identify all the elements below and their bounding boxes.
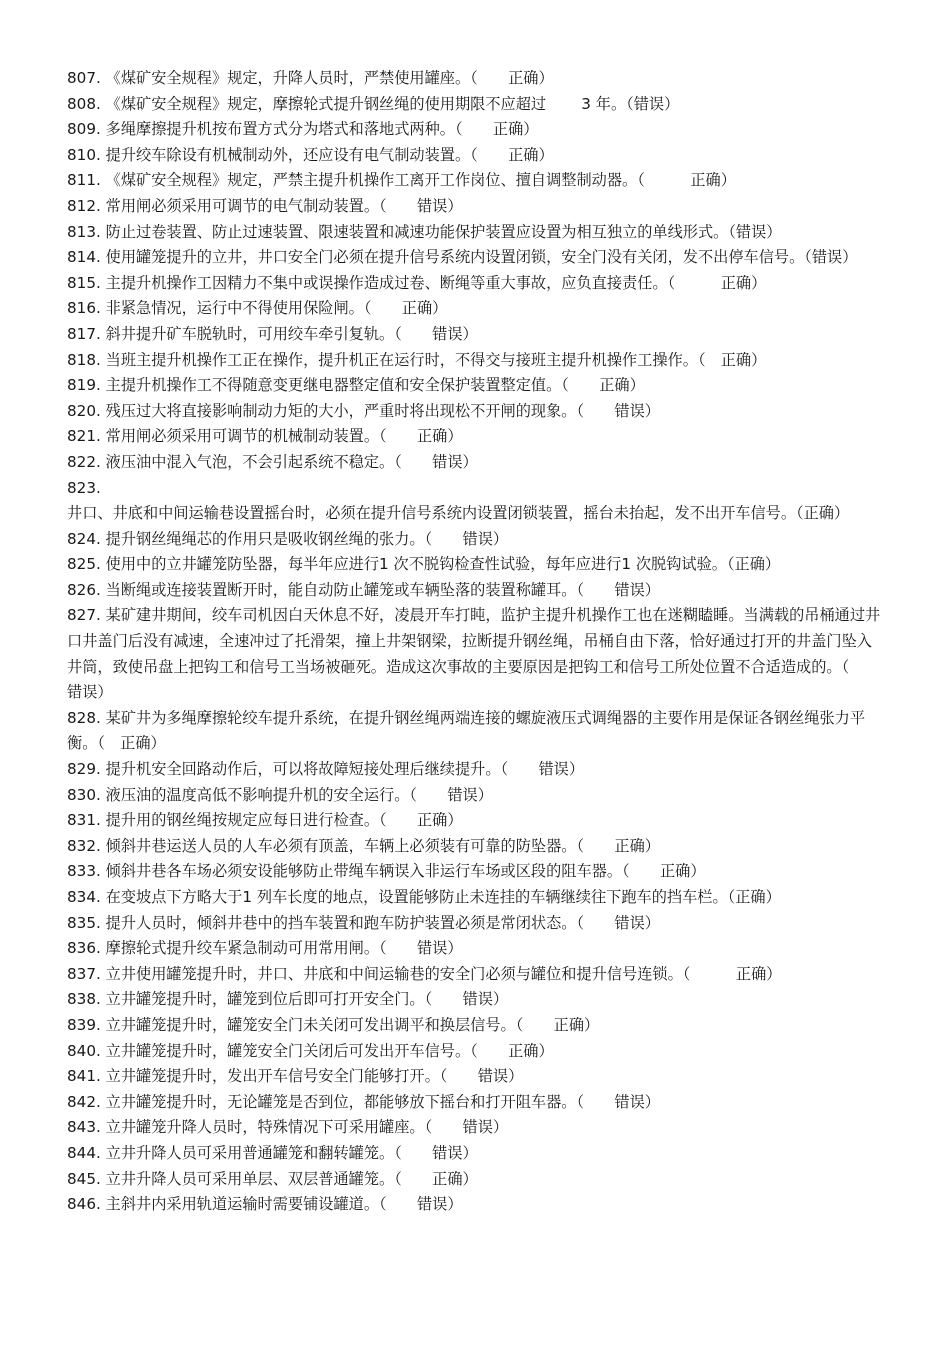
question-text: 主提升机操作工因精力不集中或误操作造成过卷、断绳等重大事故，应负直接责任。（ 正确） [105,273,767,292]
question-number: 835. [67,913,101,932]
question-number: 821. [67,427,101,446]
question-number: 807. [67,69,101,87]
question-number: 820. [67,401,101,420]
question-text: 立井罐笼提升时，无论罐笼是否到位，都能够放下摇台和打开阻车器。（ 错误） [105,1092,660,1111]
question-number: 809. [67,120,101,139]
question-number: 834. [67,888,101,906]
question-text: 主斜井内采用轨道运输时需要铺设罐道。（ 错误） [105,1195,463,1214]
question-text: 提升人员时，倾斜井巷中的挡车装置和跑车防护装置必须是常闭状态。（ 错误） [105,913,660,932]
question-number: 822. [67,452,101,471]
question-item [67,245,887,271]
question-item [67,603,887,705]
question-item [67,962,887,988]
question-item [67,885,887,911]
question-item [67,987,887,1013]
question-number: 827. [67,606,101,625]
question-number: 832. [67,836,101,855]
question-number: 842. [67,1092,101,1111]
question-item [67,1039,887,1065]
question-item [67,220,887,246]
question-item [67,808,887,834]
question-text: 使用罐笼提升的立井，井口安全门必须在提升信号系统内设置闭锁，安全门没有关闭，发不出停车信号。（错误） [105,248,858,267]
question-text: 《煤矿安全规程》规定，严禁主提升机操作工离开工作岗位、擅自调整制动器。（ 正确） [105,171,736,190]
question-text: 倾斜井巷各车场必须安设能够防止带绳车辆误入非运行车场或区段的阻车器。（ 正确） [105,862,706,881]
question-item [67,296,887,322]
question-item [67,911,887,937]
question-number: 813. [67,222,101,241]
question-item [67,348,887,374]
question-number: 839. [67,1015,101,1034]
question-text: 《煤矿安全规程》规定，摩擦轮式提升钢丝绳的使用期限不应超过 3 年。（错误） [105,94,680,113]
question-item [67,271,887,297]
question-text: 常用闸必须采用可调节的电气制动装置。（ 错误） [105,196,463,215]
question-number: 843. [67,1118,101,1137]
question-text: 立井罐笼提升时，发出开车信号安全门能够打开。（ 错误） [105,1067,524,1086]
question-item [67,1013,887,1039]
question-number: 826. [67,580,101,599]
question-text: 立井罐笼提升时，罐笼安全门未关闭可发出调平和换层信号。（ 正确） [105,1015,600,1034]
question-text: 摩擦轮式提升绞车紧急制动可用常用闸。（ 错误） [105,939,463,958]
question-text: 防止过卷装置、防止过速装置、限速装置和减速功能保护装置应设置为相互独立的单线形式。（错误） [105,222,782,241]
question-item [67,1167,887,1193]
question-number: 831. [67,811,101,830]
question-text: 常用闸必须采用可调节的机械制动装置。（ 正确） [105,427,463,446]
question-number: 816. [67,299,101,318]
question-number: 829. [67,760,101,779]
question-number: 845. [67,1169,101,1188]
question-item [67,859,887,885]
question-text: 立井罐笼升降人员时，特殊情况下可采用罐座。（ 错误） [105,1118,509,1137]
question-text: 液压油的温度高低不影响提升机的安全运行。（ 错误） [105,785,493,804]
question-item [67,757,887,783]
question-item [67,1115,887,1141]
question-number: 830. [67,785,101,804]
question-item [67,552,887,578]
question-number: 833. [67,862,101,881]
question-number: 818. [67,350,101,369]
question-text: 当断绳或连接装置断开时，能自动防止罐笼或车辆坠落的装置称罐耳。（ 错误） [105,580,660,599]
question-text: 提升用的钢丝绳按规定应每日进行检查。（ 正确） [105,811,463,830]
question-number: 810. [67,145,101,164]
question-number: 837. [67,964,101,983]
question-number: 819. [67,376,101,395]
question-item [67,527,887,553]
question-text: 倾斜井巷运送人员的人车必须有顶盖，车辆上必须装有可靠的防坠器。（ 正确） [105,836,660,855]
question-item [67,424,887,450]
question-text: 某矿井为多绳摩擦轮绞车提升系统，在提升钢丝绳两端连接的螺旋液压式调绳器的主要作用是保证各钢丝绳张力平衡。（ 正确） [67,708,866,753]
question-item [67,373,887,399]
question-item [67,783,887,809]
question-item [67,194,887,220]
question-item [67,168,887,194]
question-number: 824. [67,529,101,548]
question-item [67,399,887,425]
question-item [67,706,887,757]
question-number: 846. [67,1195,101,1214]
question-number: 841. [67,1067,101,1086]
question-text: 提升钢丝绳绳芯的作用只是吸收钢丝绳的张力。（ 错误） [105,529,509,548]
question-text: 提升机安全回路动作后，可以将故障短接处理后继续提升。（ 错误） [105,760,585,779]
question-text: 斜井提升矿车脱轨时，可用绞车牵引复轨。（ 错误） [105,324,478,343]
question-number: 838. [67,990,101,1009]
question-text: 立井罐笼提升时，罐笼到位后即可打开安全门。（ 错误） [105,990,509,1009]
question-text: 多绳摩擦提升机按布置方式分为塔式和落地式两种。（ 正确） [105,120,539,139]
question-item [67,834,887,860]
question-number: 823. [67,478,101,497]
question-item [67,117,887,143]
question-text: 《煤矿安全规程》规定，升降人员时，严禁使用罐座。（ 正确） [105,69,554,87]
question-text: 非紧急情况，运行中不得使用保险闸。（ 正确） [105,299,448,318]
question-item [67,66,887,92]
question-text: 残压过大将直接影响制动力矩的大小，严重时将出现松不开闸的现象。（ 错误） [105,401,660,420]
question-text: 使用中的立井罐笼防坠器，每半年应进行1 次不脱钩检查性试验，每年应进行1 次脱钩试验。（正确） [105,555,781,574]
question-number: 817. [67,324,101,343]
question-text: 井口、井底和中间运输巷设置摇台时，必须在提升信号系统内设置闭锁装置，摇台未抬起，发不出开车信号。（正确） [67,504,850,523]
question-text: 当班主提升机操作工正在操作，提升机正在运行时，不得交与接班主提升机操作工操作。（ 正确） [105,350,767,369]
question-number: 808. [67,94,101,113]
question-item [67,1141,887,1167]
question-number: 825. [67,555,101,574]
question-text: 立井升降人员可采用单层、双层普通罐笼。（ 正确） [105,1169,478,1188]
question-number: 814. [67,248,101,267]
question-item [67,450,887,476]
question-item [67,1192,887,1218]
question-number: 828. [67,708,101,727]
question-number: 811. [67,171,101,190]
question-list [67,66,887,1218]
question-item [67,92,887,118]
question-text: 某矿建井期间，绞车司机因白天休息不好，凌晨开车打盹，监护主提升机操作工也在迷糊瞌睡。当满载的吊桶通过井口井盖门后没有减速，全速冲过了托滑架，撞上井架钢梁，拉断提升钢丝绳，吊桶自由下落，恰好通过打开的井盖门坠入井筒，致使吊盘上把钩工和信号工当场被砸死。造成这次事故的主要原因是把钩工和信号工所处位置不合适造成的。（ 错误） [67,606,881,702]
question-item [67,578,887,604]
question-number: 815. [67,273,101,292]
question-text: 提升绞车除设有机械制动外，还应设有电气制动装置。（ 正确） [105,145,554,164]
question-text: 液压油中混入气泡，不会引起系统不稳定。（ 错误） [105,452,478,471]
question-text: 主提升机操作工不得随意变更继电器整定值和安全保护装置整定值。（ 正确） [105,376,645,395]
question-number: 836. [67,939,101,958]
question-item [67,936,887,962]
question-text: 立井使用罐笼提升时，井口、井底和中间运输巷的安全门必须与罐位和提升信号连锁。（ 正确） [105,964,782,983]
question-number: 812. [67,196,101,215]
question-text: 立井罐笼提升时，罐笼安全门关闭后可发出开车信号。（ 正确） [105,1041,554,1060]
question-item [67,143,887,169]
question-item [67,1064,887,1090]
question-item [67,476,887,527]
question-text: 立井升降人员可采用普通罐笼和翻转罐笼。（ 错误） [105,1143,478,1162]
question-number: 840. [67,1041,101,1060]
question-number: 844. [67,1143,101,1162]
question-item [67,1090,887,1116]
question-text: 在变坡点下方略大于1 列车长度的地点，设置能够防止未连挂的车辆继续往下跑车的挡车栏。（正确） [105,888,781,906]
question-item [67,322,887,348]
